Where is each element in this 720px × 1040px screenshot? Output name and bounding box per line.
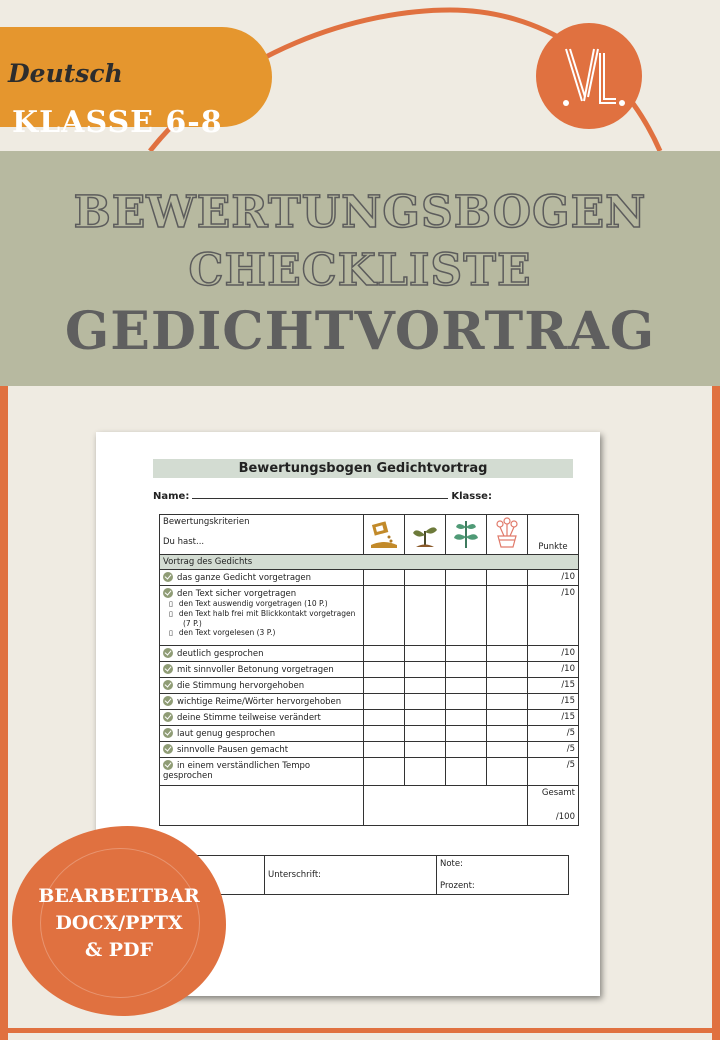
table-row <box>160 758 579 786</box>
rating-cell[interactable] <box>405 710 446 726</box>
rating-cell[interactable] <box>487 586 528 646</box>
sub-option: ▯ den Text auswendig vorgetragen (10 P.) <box>163 599 360 609</box>
badge-subject: Deutsch <box>8 59 123 88</box>
check-icon <box>163 648 173 658</box>
rating-cell[interactable] <box>487 742 528 758</box>
section-header: Vortrag des Gedichts <box>160 555 579 570</box>
frame-bottom <box>0 1028 720 1033</box>
name-line <box>153 489 492 502</box>
name-underline <box>192 489 448 499</box>
points-cell: /5 <box>528 726 579 742</box>
rating-cell[interactable] <box>487 662 528 678</box>
rating-cell[interactable] <box>446 758 487 786</box>
rating-cell[interactable] <box>446 726 487 742</box>
signature-label: Unterschrift: <box>268 870 322 880</box>
check-icon <box>163 728 173 738</box>
signature-cell[interactable] <box>265 856 437 895</box>
rating-cell[interactable] <box>405 758 446 786</box>
total-cell <box>528 786 579 826</box>
format-line2: DOCX/PPTX <box>55 912 183 934</box>
banner-title-line1: BEWERTUNGSBOGEN <box>73 187 647 238</box>
points-cell: /15 <box>528 710 579 726</box>
rating-cell[interactable] <box>364 726 405 742</box>
rating-cell[interactable] <box>487 758 528 786</box>
rating-cell[interactable] <box>364 646 405 662</box>
criterion-cell <box>160 710 364 726</box>
rating-cell[interactable] <box>405 586 446 646</box>
table-row <box>160 662 579 678</box>
rating-cell[interactable] <box>446 678 487 694</box>
rating-cell[interactable] <box>487 710 528 726</box>
criterion-label: wichtige Reime/Wörter hervorgehoben <box>177 697 342 707</box>
criterion-cell <box>160 570 364 586</box>
total-points: /100 <box>555 812 575 822</box>
criterion-cell <box>160 758 364 786</box>
icon-cell-4 <box>487 515 528 555</box>
rating-cell[interactable] <box>405 646 446 662</box>
rating-cell[interactable] <box>487 646 528 662</box>
criterion-cell <box>160 662 364 678</box>
sheet-title: Bewertungsbogen Gedichtvortrag <box>153 459 573 478</box>
rating-cell[interactable] <box>364 570 405 586</box>
criterion-label: den Text sicher vorgetragen <box>177 589 297 599</box>
criteria-subheader: Du hast... <box>163 537 205 547</box>
points-cell: /10 <box>528 646 579 662</box>
total-blank-cell <box>160 786 364 826</box>
sprout-icon <box>408 517 442 549</box>
criterion-label: mit sinnvoller Betonung vorgetragen <box>177 665 334 675</box>
criterion-cell <box>160 742 364 758</box>
criterion-label: in einem verständlichen Tempo gesprochen <box>163 761 311 781</box>
criterion-label: laut genug gesprochen <box>177 729 276 739</box>
logo-icon <box>536 23 642 129</box>
grade-cell[interactable] <box>437 856 569 895</box>
check-icon <box>163 572 173 582</box>
check-icon <box>163 588 173 598</box>
rating-cell[interactable] <box>405 742 446 758</box>
rating-cell[interactable] <box>405 726 446 742</box>
criteria-table <box>159 514 579 826</box>
format-badge-text <box>12 883 226 964</box>
format-line1: BEARBEITBAR <box>38 885 200 907</box>
frame-left <box>0 386 8 1040</box>
table-row <box>160 710 579 726</box>
sub-option: ▯ den Text halb frei mit Blickkontakt vorgetragen (7 P.) <box>163 609 360 628</box>
rating-cell[interactable] <box>364 758 405 786</box>
points-cell: /10 <box>528 586 579 646</box>
rating-cell[interactable] <box>405 678 446 694</box>
young-plant-icon <box>449 517 483 549</box>
table-row <box>160 742 579 758</box>
title-banner <box>0 151 720 386</box>
table-row <box>160 694 579 710</box>
rating-cell[interactable] <box>446 646 487 662</box>
icon-cell-3 <box>446 515 487 555</box>
table-row <box>160 646 579 662</box>
criterion-label: die Stimmung hervorgehoben <box>177 681 305 691</box>
check-icon <box>163 696 173 706</box>
icon-cell-2 <box>405 515 446 555</box>
criteria-header: Bewertungskriterien <box>163 517 250 527</box>
table-row <box>160 570 579 586</box>
criterion-cell <box>160 678 364 694</box>
format-line3: & PDF <box>84 939 154 961</box>
name-label: Name: <box>153 491 190 502</box>
points-cell: /15 <box>528 678 579 694</box>
frame-right <box>712 386 720 1040</box>
rating-cell[interactable] <box>405 662 446 678</box>
check-icon <box>163 664 173 674</box>
rating-cell[interactable] <box>405 570 446 586</box>
rating-cell[interactable] <box>487 678 528 694</box>
rating-cell[interactable] <box>364 694 405 710</box>
rating-cell[interactable] <box>446 710 487 726</box>
subject-badge <box>0 27 272 140</box>
points-header: Punkte <box>528 515 579 555</box>
rating-cell[interactable] <box>446 742 487 758</box>
criterion-label: deutlich gesprochen <box>177 649 264 659</box>
total-rating-cell[interactable] <box>364 786 528 826</box>
rating-cell[interactable] <box>446 586 487 646</box>
rating-cell[interactable] <box>487 570 528 586</box>
grade-label: Note: <box>440 859 463 869</box>
rating-cell[interactable] <box>364 662 405 678</box>
criterion-cell <box>160 726 364 742</box>
criterion-label: das ganze Gedicht vorgetragen <box>177 573 312 583</box>
total-label: Gesamt <box>541 788 575 798</box>
rating-cell[interactable] <box>446 662 487 678</box>
seed-packet-icon <box>367 517 401 549</box>
points-cell: /10 <box>528 570 579 586</box>
rating-cell[interactable] <box>446 570 487 586</box>
criteria-header-cell <box>160 515 364 555</box>
rating-cell[interactable] <box>487 694 528 710</box>
check-icon <box>163 680 173 690</box>
rating-cell[interactable] <box>364 710 405 726</box>
table-row <box>160 586 579 646</box>
points-cell: /10 <box>528 662 579 678</box>
check-icon <box>163 712 173 722</box>
banner-title-line3: GEDICHTVORTRAG <box>64 301 656 362</box>
points-cell: /5 <box>528 758 579 786</box>
class-label: Klasse: <box>451 491 492 502</box>
points-cell: /5 <box>528 742 579 758</box>
rating-cell[interactable] <box>405 694 446 710</box>
table-row <box>160 726 579 742</box>
criterion-label: sinnvolle Pausen gemacht <box>177 745 289 755</box>
criterion-cell <box>160 694 364 710</box>
sub-option: ▯ den Text vorgelesen (3 P.) <box>163 628 360 638</box>
badge-grade: KLASSE 6-8 <box>12 105 223 140</box>
brand-logo <box>536 23 642 129</box>
criterion-cell <box>160 586 364 646</box>
rating-cell[interactable] <box>487 726 528 742</box>
rating-cell[interactable] <box>364 586 405 646</box>
table-row <box>160 678 579 694</box>
rating-cell[interactable] <box>446 694 487 710</box>
flower-pot-icon <box>490 517 524 549</box>
icon-cell-1 <box>364 515 405 555</box>
criterion-cell <box>160 646 364 662</box>
percent-label: Prozent: <box>440 881 475 891</box>
points-cell: /15 <box>528 694 579 710</box>
banner-title-line2: CHECKLISTE <box>188 245 532 296</box>
rating-cell[interactable] <box>364 678 405 694</box>
rating-cell[interactable] <box>364 742 405 758</box>
check-icon <box>163 744 173 754</box>
check-icon <box>163 760 173 770</box>
criterion-label: deine Stimme teilweise verändert <box>177 713 321 723</box>
